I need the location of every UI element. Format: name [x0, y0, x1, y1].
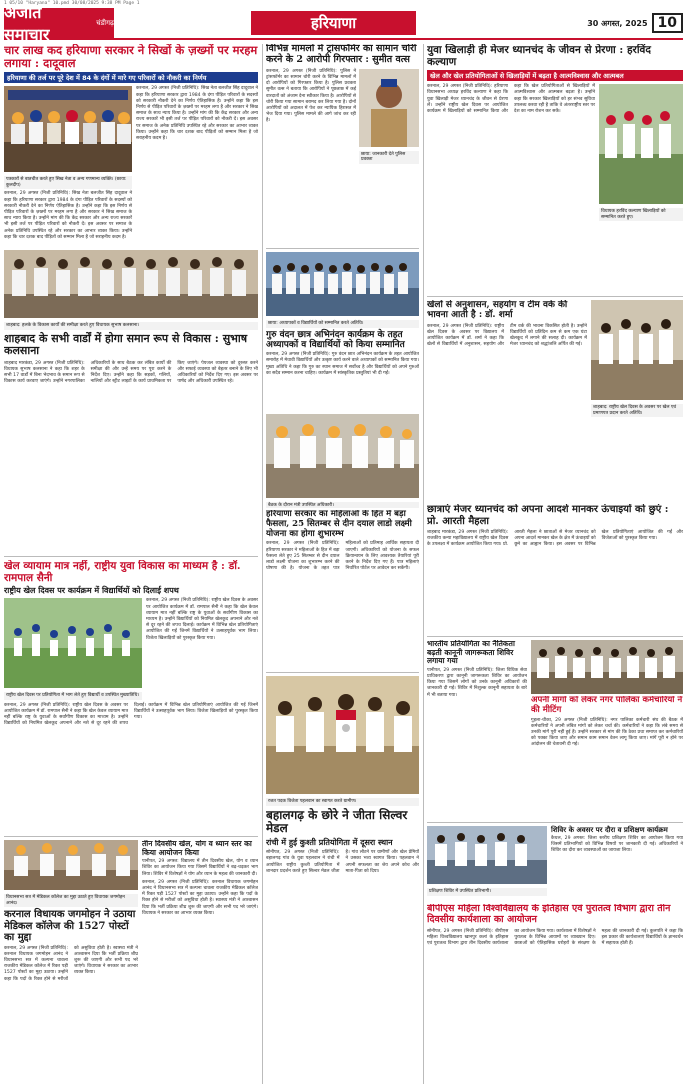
- medical-college-photo-caption: विधानसभा सत्र में मेडिकल कॉलेज का मुद्दा उठाते हुए विधायक जगमोहन आनंद।: [4, 894, 138, 907]
- sports-day-subhead: राष्ट्रीय खेल दिवस पर कार्यक्रम में विद्यार्थियों को दिलाई शपथ: [4, 585, 179, 596]
- lead-photo-caption: पत्रकारों से बातचीत करते हुए सिख नेता व अन्य गणमान्य व्यक्ति। (छाया: कुलदीप): [4, 176, 132, 189]
- meeting-body: करनाल, 29 अगस्त (निजी प्रतिनिधि): हरियाणा सरकार ने महिलाओं के हित में बड़ा फैसला लेते हुए 25 सितम्बर से दीन दयाल लाडो लक्ष्मी योजना का शुभारम्भ करने की घोषणा की है। योजना के तहत पात्र महिलाओं को प्रतिमाह आर्थिक सहायता दी जाएगी। अधिकारियों को योजना के सफल क्रियान्वयन के लिए आवश्यक तैयारियां पूरी करने के निर्देश दिए गए हैं। पात्र महिलाएं निर्धारित पोर्टल पर आवेदन कर सकेंगी।: [266, 541, 419, 572]
- section-divider: [266, 672, 419, 673]
- bahalgarh-subhead: रांची में हुई कुश्ती प्रतियोगिता में दूसरा स्थान: [266, 837, 393, 848]
- meeting-photo: [266, 414, 419, 498]
- dhyanchand-photo: [591, 300, 683, 400]
- bahalgarh-photo-caption: रजत पदक विजेता पहलवान का स्वागत करते ग्रामीण।: [266, 798, 419, 806]
- sports-day-photo-caption: राष्ट्रीय खेल दिवस पर प्रतियोगिता में भाग लेते हुए विद्यार्थी व उपस्थित मुख्यातिथि।: [4, 692, 142, 700]
- youth-sports-headline: युवा खिलाड़ी ही मेजर ध्यानचंद के जीवन से प्रेरणा : हरविंद कल्याण: [427, 44, 651, 69]
- guru-vandan-article: [266, 252, 419, 412]
- sports-day-body: करनाल, 29 अगस्त (निजी प्रतिनिधि): राष्ट्रीय खेल दिवस के अवसर पर आयोजित कार्यक्रम में डॉ. रामपाल सैनी ने कहा कि खेल केवल व्यायाम मात्र नहीं बल्कि राष्ट्र के युवाओं के सर्वांगीण विकास का माध्यम है। उन्होंने विद्यार्थियों को नियमित खेलकूद अपनाने और नशे से दूर रहने की शपथ दिलाई। कार्यक्रम में विभिन्न खेल प्रतियोगिताएं आयोजित की गईं जिनमें विद्यार्थियों ने उत्साहपूर्वक भाग लिया। विजेता खिलाड़ियों को पुरस्कृत किया गया।: [146, 598, 258, 641]
- section-banner: [114, 8, 553, 38]
- meeting-article: [266, 510, 419, 670]
- shahbad-photo: [4, 250, 258, 318]
- camp-photo-caption: प्रशिक्षण शिविर में उपस्थित प्रतिभागी।: [427, 888, 547, 896]
- dhyanchand-body: शाहबाद मारकंडा, 29 अगस्त (निजी प्रतिनिधि): राजकीय कन्या महाविद्यालय में राष्ट्रीय खेल दिवस के उपलक्ष्य में कार्यक्रम आयोजित किया गया। प्रो. आरती मैहला ने छात्राओं से मेजर ध्यानचंद को अपना आदर्श मानकर खेल के क्षेत्र में ऊंचाइयों को छूने का आह्वान किया। इस अवसर पर विभिन्न खेल प्रतियोगिताएं आयोजित की गईं और विजेताओं को पुरस्कृत किया गया।: [427, 530, 683, 548]
- lead-body-left: करनाल, 29 अगस्त (निजी प्रतिनिधि): सिख नेता बलजीत सिंह दादूवाल ने कहा कि हरियाणा सरकार द्वारा 1984 के दंगा पीड़ित परिवारों के सदस्यों को सरकारी नौकरी देने का निर्णय ऐतिहासिक है। उन्होंने कहा कि इस निर्णय से पीड़ित परिवारों के ज़ख्मों पर मरहम लगा है और सरकार ने सिख समाज के साथ न्याय किया है। उन्होंने मांग की कि केंद्र सरकार और अन्य राज्य सरकारें भी इसी तर्ज पर पीड़ित परिवारों को नौकरी दें। इस अवसर पर समाज के अनेक प्रतिनिधि उपस्थित रहे और सरकार का आभार व्यक्त किया। उन्होंने कहा कि चार दशक बाद पीड़ितों को सम्मान मिला है जो सराहनीय कदम है।: [4, 191, 132, 240]
- meeting-photo-caption: बैठक के दौरान मंत्री उपस्थित अधिकारी।: [266, 502, 419, 508]
- youth-sports-photo: [599, 84, 683, 204]
- arrest-photo: [359, 69, 419, 147]
- medical-college-photo: [4, 840, 138, 890]
- section-divider: [427, 296, 683, 297]
- lead-photo: [4, 86, 132, 172]
- youth-sports-photo-caption: विधायक हरविंद कल्याण खिलाड़ियों को सम्मानित करते हुए।: [599, 208, 683, 221]
- date-block: [553, 8, 683, 38]
- section-title: हरियाणा: [251, 11, 416, 35]
- camp-body: कैथल, 29 अगस्त: जिला स्तरीय प्रशिक्षण शिविर का आयोजन किया गया जिसमें प्रतिभागियों को विभिन्न विषयों पर जानकारी दी गई। अधिकारियों ने शिविर का दौरा कर व्यवस्थाओं का जायजा लिया।: [551, 836, 683, 854]
- pending-demands-headline: अपनी मांगों को लेकर नगर पालिका कर्मचारियों ने की मीटिंग: [531, 696, 683, 715]
- shahbad-article: [4, 250, 258, 556]
- sports-culture-article: [427, 300, 587, 500]
- arrest-body: करनाल, 29 अगस्त (निजी प्रतिनिधि): पुलिस ने ट्रांसफॉर्मर का सामान चोरी करने के विभिन्न मामलों में दो आरोपियों को गिरफ्तार किया है। पुलिस प्रवक्ता सुमीत वत्स ने बताया कि आरोपियों ने पूछताछ में कई वारदातों को अंजाम देना स्वीकार किया है। आरोपियों से चोरी किया गया सामान बरामद कर लिया गया है। दोनों आरोपियों को अदालत में पेश कर न्यायिक हिरासत में भेज दिया गया। पुलिस मामले की आगे जांच कर रही है।: [266, 68, 356, 124]
- medical-college-article: [4, 840, 138, 1084]
- meeting-headline: हरियाणा सरकार का महिलाओं के हित में बड़ा फैसला, 25 सितम्बर से दीन दयाल लाडो लक्ष्मी योजना का होगा शुभारम्भ: [266, 510, 412, 539]
- university-body: सोनीपत, 29 अगस्त (निजी प्रतिनिधि): बीपीएस महिला विश्वविद्यालय खानपुर कलां के इतिहास एवं पुरातत्व विभाग द्वारा तीन दिवसीय कार्यशाला का आयोजन किया गया। कार्यशाला में विशेषज्ञों ने पुरातत्व के विभिन्न आयामों पर व्याख्यान दिए। छात्राओं को ऐतिहासिक धरोहरों के संरक्षण के महत्व की जानकारी दी गई। कुलपति ने कहा कि इस प्रकार की कार्यशालाएं विद्यार्थियों के ज्ञानवर्धन में सहायक होती हैं।: [427, 928, 683, 947]
- legal-aid-headline: भारतीय प्रतियोगिता का नैतिकता बढ़ती कानूनी जागरूकता शिविर लगाया गया: [427, 640, 515, 666]
- issue-date: 30 अगस्त, 2025: [587, 18, 648, 28]
- youth-sports-body: करनाल, 29 अगस्त (निजी प्रतिनिधि): हरियाणा विधानसभा अध्यक्ष हरविंद कल्याण ने कहा कि युवा खिलाड़ी मेजर ध्यानचंद के जीवन से प्रेरणा लें। उन्होंने राष्ट्रीय खेल दिवस पर आयोजित कार्यक्रम में खिलाड़ियों को सम्मानित किया और कहा कि खेल प्रतियोगिताओं से खिलाड़ियों में आत्मविश्वास और आत्मबल बढ़ता है। उन्होंने कहा कि सरकार खिलाड़ियों को हर संभव सुविधा उपलब्ध करवा रही है ताकि वे अंतरराष्ट्रीय स्तर पर देश का नाम रोशन कर सकें।: [427, 84, 595, 114]
- camp-block: [427, 826, 683, 900]
- youth-sports-subhead: खेल और खेल प्रतियोगिताओं से खिलाड़ियों में बढ़ता है आत्मविश्वास और आत्मबल: [427, 70, 683, 81]
- dhyanchand-article: [427, 504, 683, 634]
- guru-vandan-photo: [266, 252, 419, 316]
- university-article: [427, 904, 683, 1084]
- three-day-camp-body-cont: करनाल, 29 अगस्त (निजी प्रतिनिधि): करनाल विधायक जगमोहन आनंद ने विधानसभा सत्र में कल्पना चावला राजकीय मेडिकल कॉलेज में रिक्त पड़ी 1527 पोस्टों का मुद्दा उठाया। उन्होंने कहा कि पदों के रिक्त होने से मरीजों को असुविधा होती है। स्वास्थ्य मंत्री ने आश्वासन दिया कि भर्ती प्रक्रिया शीघ्र शुरू की जाएगी और सभी पद भरे जाएंगे। विधायक ने सरकार का आभार व्यक्त किया।: [142, 879, 258, 916]
- camp-headline: शिविर के अवसर पर दौरा व प्रशिक्षण कार्यक्रम: [551, 825, 668, 834]
- logo-city: चंडीगढ़: [96, 18, 114, 27]
- medical-college-body: करनाल, 29 अगस्त (निजी प्रतिनिधि): करनाल विधायक जगमोहन आनंद ने विधानसभा सत्र में कल्पना चावला राजकीय मेडिकल कॉलेज में रिक्त पड़ी 1527 पोस्टों का मुद्दा उठाया। उन्होंने कहा कि पदों के रिक्त होने से मरीजों को असुविधा होती है। स्वास्थ्य मंत्री ने आश्वासन दिया कि भर्ती प्रक्रिया शीघ्र शुरू की जाएगी और सभी पद भरे जाएंगे। विधायक ने सरकार का आभार व्यक्त किया।: [4, 945, 138, 982]
- demands-photo-block: [531, 640, 683, 694]
- bahalgarh-headline: बहालगढ़ के छोरे ने जीता सिल्वर मेडल: [266, 807, 408, 836]
- guru-vandan-headline: गुरु वंदन छात्र अभिनंदन कार्यक्रम के तहत अध्यापकों व विद्यार्थियों को किया सम्मानित: [266, 329, 405, 350]
- demands-photo: [531, 640, 683, 694]
- section-divider: [4, 556, 258, 557]
- medical-college-headline: करनाल विधायक जगमोहन ने उठाया मेडिकल कॉलेज की 1527 पोस्टों का मुद्दा: [4, 909, 136, 943]
- arrest-headline: विभिन्न मामलों में ट्रांसफॉर्मर का सामान चोरी करने के 2 आरोपी गिरफ्तार : सुमीत वत्स: [266, 44, 417, 65]
- legal-aid-body: पानीपत, 29 अगस्त (निजी प्रतिनिधि): जिला विधिक सेवा प्राधिकरण द्वारा कानूनी जागरूकता शिविर का आयोजन किया गया जिसमें लोगों को उनके कानूनी अधिकारों की जानकारी दी गई। शिविर में निशुल्क कानूनी सहायता के बारे में भी बताया गया।: [427, 667, 527, 698]
- sports-day-body-cont: करनाल, 29 अगस्त (निजी प्रतिनिधि): राष्ट्रीय खेल दिवस के अवसर पर आयोजित कार्यक्रम में डॉ. रामपाल सैनी ने कहा कि खेल केवल व्यायाम मात्र नहीं बल्कि राष्ट्र के युवाओं के सर्वांगीण विकास का माध्यम है। उन्होंने विद्यार्थियों को नियमित खेलकूद अपनाने और नशे से दूर रहने की शपथ दिलाई। कार्यक्रम में विभिन्न खेल प्रतियोगिताएं आयोजित की गईं जिनमें विद्यार्थियों ने उत्साहपूर्वक भाग लिया। विजेता खिलाड़ियों को पुरस्कृत किया गया।: [4, 702, 258, 727]
- sports-day-photo: [4, 598, 142, 688]
- arrest-photo-caption: छाया: जानकारी देते पुलिस प्रवक्ता: [359, 151, 419, 164]
- camp-photo: [427, 826, 547, 884]
- three-day-camp-article: [142, 840, 258, 1084]
- section-divider: [427, 636, 683, 637]
- bahalgarh-article: [266, 676, 419, 1084]
- meeting-photo-block: [266, 414, 419, 508]
- sports-culture-headline: खेलों से अनुशासन, सहयोग व टीम वर्क की भावना आती है : डॉ. शर्मा: [427, 300, 568, 321]
- section-divider: [427, 822, 683, 823]
- lead-body: करनाल, 29 अगस्त (निजी प्रतिनिधि): सिख नेता बलजीत सिंह दादूवाल ने कहा कि हरियाणा सरकार द्वारा 1984 के दंगा पीड़ित परिवारों के सदस्यों को सरकारी नौकरी देने का निर्णय ऐतिहासिक है। उन्होंने कहा कि इस निर्णय से पीड़ित परिवारों के ज़ख्मों पर मरहम लगा है और सरकार ने सिख समाज के साथ न्याय किया है। उन्होंने मांग की कि केंद्र सरकार और अन्य राज्य सरकारें भी इसी तर्ज पर पीड़ित परिवारों को नौकरी दें। इस अवसर पर समाज के अनेक प्रतिनिधि उपस्थित रहे और सरकार का आभार व्यक्त किया। उन्होंने कहा कि चार दशक बाद पीड़ितों को सम्मान मिला है जो सराहनीय कदम है।: [136, 86, 258, 142]
- university-headline: बीपीएस महिला विश्वविद्यालय के इतिहास एवं पुरातत्व विभाग द्वारा तीन दिवसीय कार्यशाला का आयोजन: [427, 904, 671, 925]
- lead-subhead: हरियाणा की तर्ज पर पूरे देश में 84 के दंगों में मारे गए परिवारों को नौकरी का निर्णय: [4, 72, 258, 83]
- dhyanchand-photo-caption: शाहबाद: राष्ट्रीय खेल दिवस के अवसर पर खेल एवं प्रमाणपत्र प्रदान करते अतिथि।: [591, 404, 683, 417]
- bahalgarh-body: सोनीपत, 29 अगस्त (निजी प्रतिनिधि): बहालगढ़ गांव के युवा पहलवान ने रांची में आयोजित राष्ट्रीय कुश्ती प्रतियोगिता में शानदार प्रदर्शन करते हुए सिल्वर मेडल जीता है। गांव लौटने पर ग्रामीणों और खेल प्रेमियों ने उसका भव्य स्वागत किया। पहलवान ने अपनी सफलता का श्रेय अपने कोच और माता-पिता को दिया।: [266, 850, 419, 874]
- shahbad-headline: शाहबाद के सभी वार्डों में होगा समान रूप से विकास : सुभाष कलसाना: [4, 331, 248, 358]
- print-slug: 1 05/10 "Haryana" 10.pmd 30/08/2025 9:38 PM Page 1: [4, 1, 140, 6]
- logo-text: अजीत समाचार: [4, 3, 50, 44]
- pending-demands-article: [531, 696, 683, 820]
- lead-headline: चार लाख कद हरियाणा सरकार ने सिखों के ज़ख्मों पर मरहम लगाया : दादूवाल: [4, 44, 258, 71]
- shahbad-photo-caption: शाहबाद: हलके के विकास कार्यों की समीक्षा करते हुए विधायक सुभाष कलसाना।: [4, 322, 258, 330]
- guru-vandan-body: करनाल, 29 अगस्त (निजी प्रतिनिधि): गुरु वंदन छात्र अभिनंदन कार्यक्रम के तहत आयोजित समारोह में मेधावी विद्यार्थियों और उत्कृष्ट कार्य करने वाले अध्यापकों को सम्मानित किया गया। मुख्य अतिथि ने कहा कि गुरु का स्थान समाज में सर्वोच्च है और विद्यार्थियों को अपने गुरुओं का सदैव सम्मान करना चाहिए। कार्यक्रम में सांस्कृतिक प्रस्तुतियां भी दी गईं।: [266, 352, 419, 376]
- dhyanchand-photo-block: [591, 300, 683, 500]
- youth-sports-article: [427, 44, 683, 294]
- bahalgarh-photo: [266, 676, 419, 794]
- shahbad-body: शाहबाद मारकंडा, 29 अगस्त (निजी प्रतिनिधि): विधायक सुभाष कलसाना ने कहा कि शहर के सभी 17 वार्डों में बिना भेदभाव के समान रूप से विकास कार्य करवाए जाएंगे। उन्होंने नगरपालिका अधिकारियों के साथ बैठक कर लंबित कार्यों की समीक्षा की और उन्हें समय पर पूरा करने के निर्देश दिए। उन्होंने कहा कि सड़कों, गलियों, नालियों और स्ट्रीट लाइटों के कार्य प्राथमिकता पर किए जाएंगे। पेयजल व्यवस्था को दुरुस्त करने और सफाई व्यवस्था को बेहतर बनाने के लिए भी अधिकारियों को निर्देश दिए गए। इस अवसर पर पार्षद और अधिकारी उपस्थित रहे।: [4, 360, 258, 385]
- legal-aid-article: [427, 640, 527, 820]
- section-divider: [4, 836, 258, 837]
- newspaper-logo: [4, 3, 114, 44]
- guru-vandan-photo-caption: छाया: अध्यापकों व विद्यार्थियों को सम्मानित करते अतिथि।: [266, 320, 419, 328]
- section-divider: [266, 248, 419, 249]
- column-divider: [423, 44, 424, 1084]
- dhyanchand-headline: छात्राएं मेजर ध्यानचंद को अपना आदर्श मानकर ऊंचाइयों को छुएं : प्रो. आरती मैहला: [427, 504, 669, 527]
- sports-culture-body: करनाल, 29 अगस्त (निजी प्रतिनिधि): राष्ट्रीय खेल दिवस के अवसर पर विद्यालय में आयोजित कार्यक्रम में डॉ. शर्मा ने कहा कि खेलों से विद्यार्थियों में अनुशासन, सहयोग और टीम वर्क की भावना विकसित होती है। उन्होंने विद्यार्थियों को प्रतिदिन कम से कम एक घंटा खेलकूद में लगाने की सलाह दी। कार्यक्रम में मेजर ध्यानचंद को श्रद्धांजलि अर्पित की गई।: [427, 323, 587, 348]
- three-day-camp-body: पानीपत, 29 अगस्त: विद्यालय में तीन दिवसीय खेल, योग व ध्यान शिविर का आयोजन किया गया जिसमें विद्यार्थियों ने बढ़-चढ़कर भाग लिया। शिविर में विशेषज्ञों ने योग और ध्यान के महत्व की जानकारी दी।: [142, 859, 258, 877]
- sports-day-article: [4, 560, 258, 836]
- sports-day-headline: खेल व्यायाम मात्र नहीं, राष्ट्रीय युवा विकास का माध्यम है : डॉ. रामपाल सैनी: [4, 560, 241, 585]
- page-number: 10: [652, 13, 683, 33]
- pending-demands-body: गुहला-चीका, 29 अगस्त (निजी प्रतिनिधि): नगर पालिका कर्मचारी संघ की बैठक में कर्मचारियों ने अपनी लंबित मांगों को लेकर चर्चा की। कर्मचारियों ने कहा कि लंबे समय से उनकी मांगें पूरी नहीं हुई हैं। उन्होंने सरकार से मांग की कि ठेका प्रथा समाप्त कर कर्मचारियों को पक्का किया जाए और समान काम समान वेतन लागू किया जाए। मांगें पूरी न होने पर आंदोलन की चेतावनी दी गई।: [531, 717, 683, 748]
- three-day-camp-headline: तीन दिवसीय खेल, योग व ध्यान स्तर का किया आयोजन किया: [142, 840, 252, 857]
- column-divider: [262, 44, 263, 1084]
